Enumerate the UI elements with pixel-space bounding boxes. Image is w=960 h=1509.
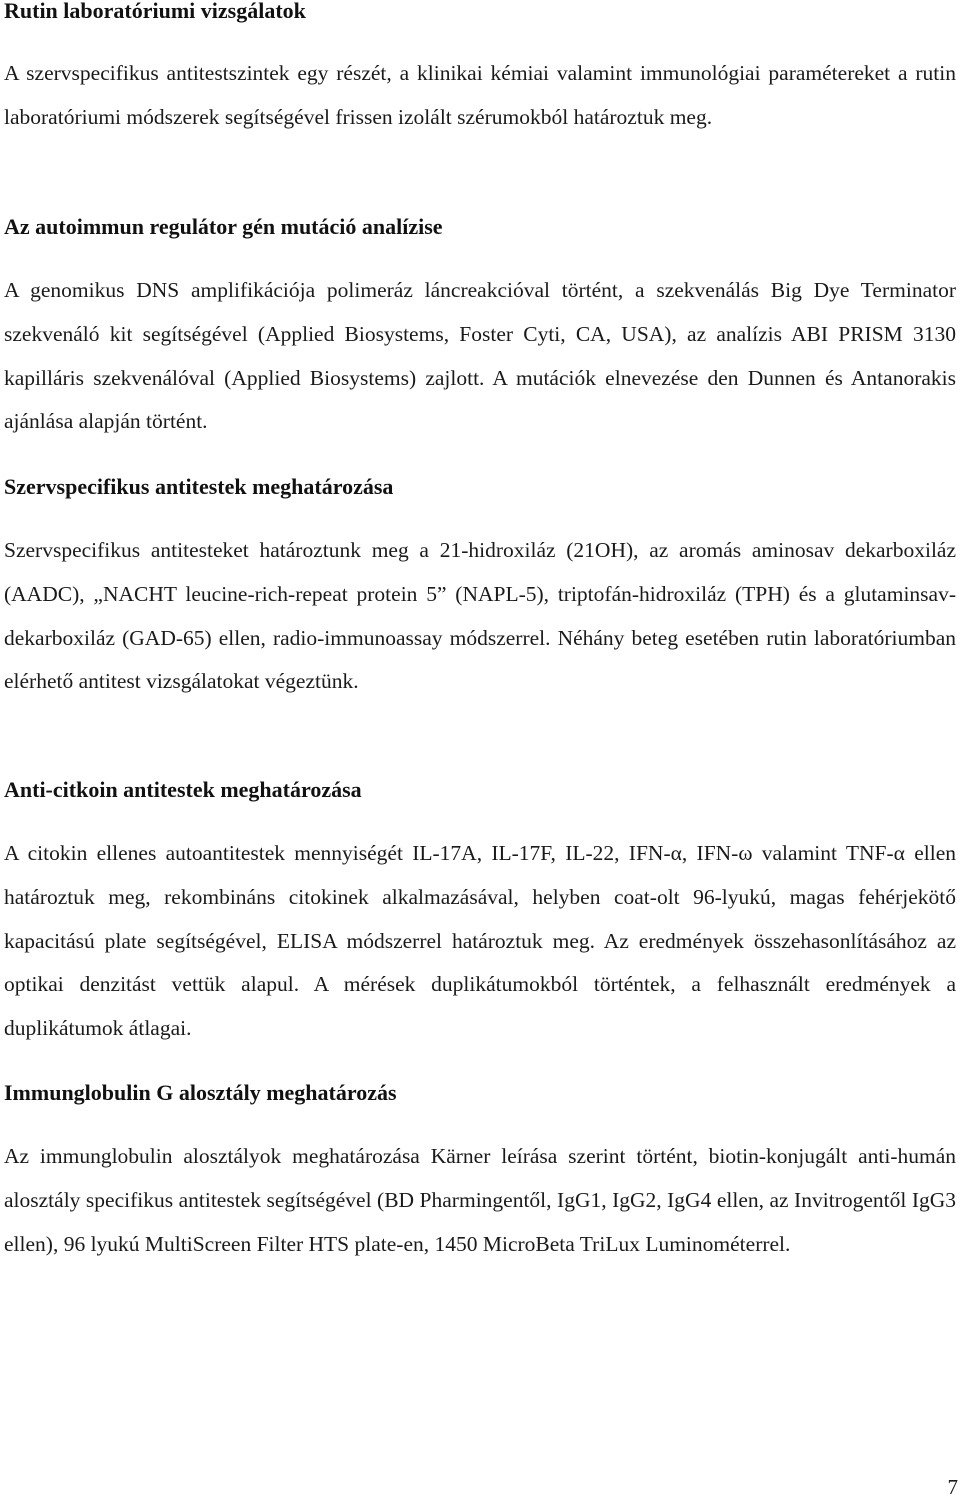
section-heading-igg-alosztaly: Immunglobulin G alosztály meghatározás: [4, 1080, 397, 1105]
section-body-rutin: A szervspecifikus antitestszintek egy részét, a klinikai kémiai valamint immunológiai paramétereket a rutin laboratóriumi módszerek segítségével frissen izolált szérumokból határoztuk meg.: [4, 61, 956, 129]
page-number: 7: [947, 1475, 958, 1499]
section-heading-anti-citokin: Anti-citkoin antitestek meghatározása: [4, 777, 362, 802]
section-body-igg-alosztaly: Az immunglobulin alosztályok meghatározása Kärner leírása szerint történt, biotin-konjugált anti-humán alosztály specifikus antitestek segítségével (BD Pharmingentől, IgG1, IgG2, IgG4 ellen, az Invitrogentől IgG3 ellen), 96 lyukú MultiScreen Filter HTS plate-en, 1450 MicroBeta TriLux Luminométerrel.: [4, 1144, 956, 1256]
section-heading-autoimmun: Az autoimmun regulátor gén mutáció analízise: [4, 214, 443, 239]
section-heading-szervspecifikus: Szervspecifikus antitestek meghatározása: [4, 474, 394, 499]
section-heading-rutin: Rutin laboratóriumi vizsgálatok: [4, 0, 306, 23]
section-body-autoimmun: A genomikus DNS amplifikációja polimeráz láncreakcióval történt, a szekvenálás Big Dye Terminator szekvenáló kit segítségével (Applied Biosystems, Foster Cyti, CA, USA), az analízis ABI PRISM 3130 kapilláris szekvenálóval (Applied Biosystems) zajlott. A mutációk elnevezése den Dunnen és Antanorakis ajánlása alapján történt.: [4, 278, 956, 434]
section-body-anti-citokin: A citokin ellenes autoantitestek mennyiségét IL-17A, IL-17F, IL-22, IFN-α, IFN-ω valamint TNF-α ellen határoztuk meg, rekombináns citokinek alkalmazásával, helyben coat-olt 96-lyukú, magas fehérjekötő kapacitású plate segítségével, ELISA módszerrel határoztuk meg. Az eredmények összehasonlításához az optikai denzitást vettük alapul. A mérések duplikátumokból történtek, a felhasznált eredmények a duplikátumok átlagai.: [4, 841, 956, 1041]
section-body-szervspecifikus: Szervspecifikus antitesteket határoztunk meg a 21-hidroxiláz (21OH), az aromás aminosav dekarboxiláz (AADC), „NACHT leucine-rich-repeat protein 5” (NAPL-5), triptofán-hidroxiláz (TPH) és a glutaminsav-dekarboxiláz (GAD-65) ellen, radio-immunoassay módszerrel. Néhány beteg esetében rutin laboratóriumban elérhető antitest vizsgálatokat végeztünk.: [4, 538, 956, 694]
